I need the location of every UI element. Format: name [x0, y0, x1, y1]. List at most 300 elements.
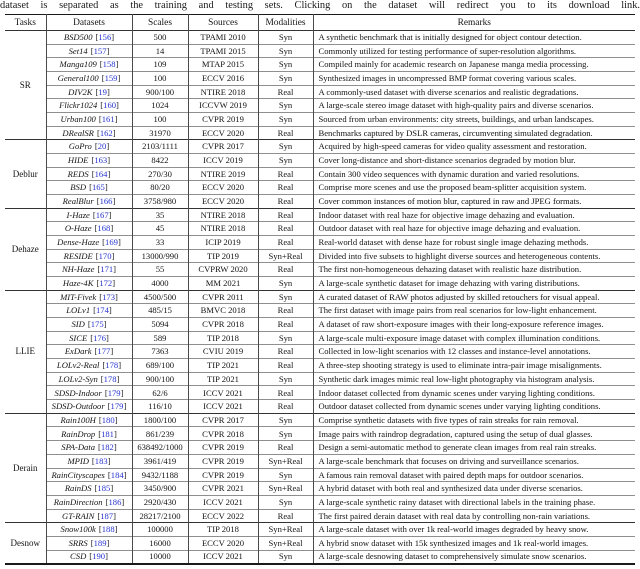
scales-cell: 1800/100 — [132, 413, 188, 427]
dataset-cell — [46, 140, 132, 154]
modality-cell: Real — [258, 208, 313, 222]
scales-cell: 8422 — [132, 154, 188, 168]
scales-cell: 2103/1111 — [132, 140, 188, 154]
citation-link[interactable]: [ 163 ] — [91, 155, 110, 165]
remark-cell: Indoor dataset with real haze for objective image dehazing and evaluation. — [313, 208, 635, 222]
table-row — [5, 304, 635, 318]
modality-cell: Syn+Real — [258, 482, 313, 496]
source-cell: CVPRW 2020 — [188, 263, 258, 277]
dataset-link[interactable]: SID — [71, 319, 85, 330]
dataset-cell — [46, 304, 132, 318]
column-header-sources: Sources — [188, 15, 258, 31]
table-row — [5, 318, 635, 332]
source-cell: ICCV 2021 — [188, 386, 258, 400]
remark-cell: Contain 300 video sequences with dynamic duration and varied resolutions. — [313, 167, 635, 181]
dataset-link[interactable]: LOLv1 — [66, 305, 91, 316]
remark-cell: Acquired by high-speed cameras for video quality assessment and restoration. — [313, 140, 635, 154]
dataset-cell — [46, 331, 132, 345]
task-group-label: Dehaze — [5, 208, 46, 290]
table-row — [5, 99, 635, 113]
task-group-label: Derain — [5, 413, 46, 522]
modality-cell: Syn — [258, 372, 313, 386]
scales-cell: 16000 — [132, 536, 188, 550]
source-cell: NTIRE 2018 — [188, 222, 258, 236]
remark-cell: Image pairs with raindrop degradation, captured using the setup of dual glasses. — [313, 427, 635, 441]
scales-cell: 4000 — [132, 277, 188, 291]
dataset-cell — [46, 345, 132, 359]
dataset-link[interactable]: SRRS — [68, 537, 88, 548]
citation-link[interactable]: [ 179 ] — [108, 401, 127, 411]
dataset-cell — [46, 509, 132, 523]
task-group-label: SR — [5, 31, 46, 140]
source-cell: CVPR 2019 — [188, 113, 258, 127]
source-cell: TIP 2019 — [188, 249, 258, 263]
table-row — [5, 140, 635, 154]
remark-cell: A synthetic benchmark that is initially designed for object contour detection. — [313, 31, 635, 45]
citation-link[interactable]: [ 19 ] — [96, 87, 110, 97]
source-cell: TPAMI 2010 — [188, 31, 258, 45]
dataset-link[interactable]: O-Haze — [64, 223, 92, 234]
citation-link[interactable]: [ 186 ] — [106, 497, 125, 507]
modality-cell: Syn — [258, 58, 313, 72]
dataset-cell — [46, 154, 132, 168]
modality-cell: Syn+Real — [258, 454, 313, 468]
source-cell: TIP 2018 — [188, 523, 258, 537]
dataset-link[interactable]: RainDS — [64, 483, 92, 494]
table-row — [5, 249, 635, 263]
table-row — [5, 454, 635, 468]
modality-cell: Syn+Real — [258, 536, 313, 550]
citation-link[interactable]: [ 170 ] — [96, 251, 115, 261]
dataset-cell — [46, 277, 132, 291]
source-cell: NTIRE 2018 — [188, 208, 258, 222]
scales-cell: 4500/500 — [132, 290, 188, 304]
column-header-datasets: Datasets — [46, 15, 132, 31]
source-cell: TIP 2018 — [188, 331, 258, 345]
citation-link[interactable]: [ 169 ] — [102, 237, 121, 247]
citation-link[interactable]: [ 162 ] — [97, 128, 116, 138]
citation-link[interactable]: [ 183 ] — [92, 456, 111, 466]
remark-cell: Real-world dataset with dense haze for robust single image dehazing methods. — [313, 236, 635, 250]
dataset-link[interactable]: NH-Haze — [61, 264, 95, 275]
scales-cell: 100 — [132, 72, 188, 86]
modality-cell: Syn — [258, 468, 313, 482]
table-row — [5, 509, 635, 523]
scales-cell: 62/6 — [132, 386, 188, 400]
citation-link[interactable]: [ 173 ] — [99, 292, 118, 302]
citation-link[interactable]: [ 178 ] — [101, 374, 120, 384]
dataset-link[interactable]: Snow100k — [60, 524, 96, 535]
scales-cell: 270/30 — [132, 167, 188, 181]
dataset-link[interactable]: GoPro — [68, 141, 92, 152]
modality-cell: Syn — [258, 72, 313, 86]
dataset-link[interactable]: GT-RAIN — [62, 510, 95, 521]
remark-cell: A three-step shooting strategy is used to eliminate intra-pair image misalignments. — [313, 359, 635, 373]
scales-cell: 100000 — [132, 523, 188, 537]
scales-cell: 7363 — [132, 345, 188, 359]
source-cell: CVPR 2017 — [188, 413, 258, 427]
remark-cell: A large-scale synthetic rainy dataset with directional labels in the training phase. — [313, 495, 635, 509]
modality-cell: Real — [258, 400, 313, 414]
modality-cell: Real — [258, 126, 313, 140]
modality-cell: Real — [258, 318, 313, 332]
table-row — [5, 386, 635, 400]
citation-link[interactable]: [ 171 ] — [97, 264, 116, 274]
source-cell: ICCV 2021 — [188, 495, 258, 509]
source-cell: ICCV 2019 — [188, 154, 258, 168]
table-caption-text: dataset is separated as the training and testing sets. Clicking on the dataset will redirect you to its download link. — [0, 0, 640, 11]
scales-cell: 9432/1188 — [132, 468, 188, 482]
dataset-link[interactable]: BSD — [70, 182, 87, 193]
remark-cell: Cover long-distance and short-distance scenarios degraded by motion blur. — [313, 154, 635, 168]
table-row — [5, 495, 635, 509]
citation-link[interactable]: [ 165 ] — [89, 182, 108, 192]
table-body — [5, 31, 635, 565]
remark-cell: Design a semi-automatic method to generate clean images from real rain streaks. — [313, 441, 635, 455]
citation-link[interactable]: [ 175 ] — [88, 319, 107, 329]
dataset-cell — [46, 536, 132, 550]
source-cell: TIP 2021 — [188, 359, 258, 373]
dataset-link[interactable]: SDSD-Outdoor — [51, 401, 105, 412]
remark-cell: A curated dataset of RAW photos adjusted by skilled retouchers for visual appeal. — [313, 290, 635, 304]
scales-cell: 2920/430 — [132, 495, 188, 509]
remark-cell: Commonly utilized for testing performance of super-resolution algorithms. — [313, 44, 635, 58]
source-cell: CVPR 2019 — [188, 468, 258, 482]
table-row — [5, 154, 635, 168]
remark-cell: Divided into five subsets to highlight diverse sources and heterogeneous contents. — [313, 249, 635, 263]
dataset-link[interactable]: SICE — [69, 332, 88, 343]
citation-link[interactable]: [ 178 ] — [102, 360, 121, 370]
dataset-cell — [46, 468, 132, 482]
remark-cell: Synthesized images in uncompressed BMP format covering various scales. — [313, 72, 635, 86]
dataset-link[interactable]: ExDark — [64, 346, 92, 357]
citation-link[interactable]: [ 185 ] — [95, 483, 114, 493]
source-cell: CVPR 2011 — [188, 290, 258, 304]
dataset-link[interactable]: LOLv2-Real — [56, 360, 100, 371]
table-row — [5, 413, 635, 427]
modality-cell: Syn — [258, 413, 313, 427]
remark-cell: A hybrid snow dataset with 15k synthesized images and 1k real-world images. — [313, 536, 635, 550]
scales-cell: 13000/990 — [132, 249, 188, 263]
table-row — [5, 263, 635, 277]
scales-cell: 500 — [132, 31, 188, 45]
remark-cell: A commonly-used dataset with diverse scenarios and realistic degradations. — [313, 85, 635, 99]
citation-link[interactable]: [ 181 ] — [98, 429, 117, 439]
dataset-cell — [46, 113, 132, 127]
task-group-label: LLIE — [5, 290, 46, 413]
remark-cell: Benchmarks captured by DSLR cameras, circumventing simulated degradation. — [313, 126, 635, 140]
scales-cell: 55 — [132, 263, 188, 277]
source-cell: ECCV 2020 — [188, 195, 258, 209]
modality-cell: Syn — [258, 495, 313, 509]
source-cell: ECCV 2016 — [188, 72, 258, 86]
modality-cell: Syn — [258, 427, 313, 441]
remark-cell: A large-scale multi-exposure image dataset with complex illumination conditions. — [313, 331, 635, 345]
datasets-table — [5, 14, 635, 565]
citation-link[interactable]: [ 164 ] — [92, 169, 111, 179]
remark-cell: Indoor dataset collected from dynamic scenes under varying lighting conditions. — [313, 386, 635, 400]
citation-link[interactable]: [ 157 ] — [91, 46, 110, 56]
source-cell: ECCV 2020 — [188, 126, 258, 140]
remark-cell: Sourced from urban environments: city streets, buildings, and urban landscapes. — [313, 113, 635, 127]
citation-link[interactable]: [ 161 ] — [99, 114, 118, 124]
dataset-link[interactable]: RESIDE — [63, 250, 93, 261]
table-row — [5, 58, 635, 72]
scales-cell: 14 — [132, 44, 188, 58]
dataset-link[interactable]: General100 — [57, 73, 99, 84]
source-cell: CVPR 2019 — [188, 454, 258, 468]
modality-cell: Syn — [258, 113, 313, 127]
scales-cell: 45 — [132, 222, 188, 236]
dataset-cell — [46, 550, 132, 564]
dataset-cell — [46, 454, 132, 468]
dataset-link[interactable]: MIT-Fivek — [60, 291, 97, 302]
citation-link[interactable]: [ 182 ] — [98, 442, 117, 452]
citation-link[interactable]: [ 174 ] — [93, 305, 112, 315]
dataset-cell — [46, 523, 132, 537]
dataset-link[interactable]: RealBlur — [62, 196, 94, 207]
dataset-link[interactable]: Rain100H — [60, 414, 96, 425]
modality-cell: Real — [258, 386, 313, 400]
column-header-remarks: Remarks — [313, 15, 635, 31]
dataset-link[interactable]: BSD500 — [63, 32, 93, 43]
modality-cell: Syn — [258, 290, 313, 304]
source-cell: CVPR 2017 — [188, 140, 258, 154]
modality-cell: Syn+Real — [258, 249, 313, 263]
source-cell: ICIP 2019 — [188, 236, 258, 250]
modality-cell: Syn — [258, 277, 313, 291]
dataset-cell — [46, 427, 132, 441]
scales-cell: 3450/900 — [132, 482, 188, 496]
modality-cell: Syn — [258, 31, 313, 45]
scales-cell: 10000 — [132, 550, 188, 564]
modality-cell: Real — [258, 345, 313, 359]
table-row — [5, 195, 635, 209]
source-cell: NTIRE 2018 — [188, 85, 258, 99]
dataset-link[interactable]: RainDirection — [53, 496, 103, 507]
scales-cell: 100 — [132, 113, 188, 127]
modality-cell: Real — [258, 181, 313, 195]
citation-link[interactable]: [ 177 ] — [95, 346, 114, 356]
citation-link[interactable]: [ 187 ] — [97, 511, 116, 521]
column-header-modalities: Modalities — [258, 15, 313, 31]
table-row — [5, 331, 635, 345]
dataset-cell — [46, 413, 132, 427]
modality-cell: Real — [258, 509, 313, 523]
dataset-link[interactable]: DIV2K — [68, 86, 93, 97]
citation-link[interactable]: [ 160 ] — [100, 100, 119, 110]
dataset-cell — [46, 400, 132, 414]
table-row — [5, 441, 635, 455]
dataset-link[interactable]: Urban100 — [60, 114, 96, 125]
dataset-link[interactable]: Manga109 — [59, 59, 97, 70]
table-row — [5, 372, 635, 386]
dataset-cell — [46, 181, 132, 195]
modality-cell: Syn — [258, 44, 313, 58]
dataset-link[interactable]: Haze-4K — [62, 278, 94, 289]
remark-cell: Synthetic dark images mimic real low-light photography via histogram analysis. — [313, 372, 635, 386]
dataset-cell — [46, 386, 132, 400]
dataset-cell — [46, 31, 132, 45]
source-cell: CVPR 2018 — [188, 318, 258, 332]
table-row — [5, 482, 635, 496]
dataset-link[interactable]: I-Haze — [66, 209, 90, 220]
table-row — [5, 44, 635, 58]
modality-cell: Real — [258, 222, 313, 236]
source-cell: ICCVW 2019 — [188, 99, 258, 113]
dataset-cell — [46, 72, 132, 86]
citation-link[interactable]: [ 189 ] — [91, 538, 110, 548]
scales-cell: 689/100 — [132, 359, 188, 373]
source-cell: CVIU 2019 — [188, 345, 258, 359]
citation-link[interactable]: [ 156 ] — [96, 32, 115, 42]
remark-cell: A large-scale synthetic dataset for image dehazing with varing distributions. — [313, 277, 635, 291]
citation-link[interactable]: [ 172 ] — [96, 278, 115, 288]
source-cell: TPAMI 2015 — [188, 44, 258, 58]
dataset-cell — [46, 195, 132, 209]
task-group-label: Desnow — [5, 523, 46, 564]
remark-cell: A hybrid dataset with both real and synthesized data under diverse scenarios. — [313, 482, 635, 496]
dataset-link[interactable]: Set14 — [68, 45, 88, 56]
dataset-link[interactable]: LOLv2-Syn — [58, 373, 98, 384]
table-header — [5, 15, 635, 31]
scales-cell: 35 — [132, 208, 188, 222]
table-row — [5, 167, 635, 181]
remark-cell: Compiled mainly for academic research on Japanese manga media processing. — [313, 58, 635, 72]
citation-link[interactable]: [ 190 ] — [89, 551, 108, 561]
remark-cell: Collected in low-light scenarios with 12 classes and instance-level annotations. — [313, 345, 635, 359]
scales-cell: 5094 — [132, 318, 188, 332]
table-row — [5, 359, 635, 373]
citation-link[interactable]: [ 166 ] — [97, 196, 116, 206]
source-cell: ECCV 2022 — [188, 509, 258, 523]
scales-cell: 485/15 — [132, 304, 188, 318]
table-row — [5, 277, 635, 291]
dataset-link[interactable]: RainCityscapes — [51, 469, 105, 480]
header-row — [5, 15, 635, 31]
dataset-link[interactable]: Flickr1024 — [59, 100, 98, 111]
scales-cell: 31970 — [132, 126, 188, 140]
dataset-link[interactable]: REDS — [67, 168, 89, 179]
source-cell: ICCV 2021 — [188, 400, 258, 414]
scales-cell: 900/100 — [132, 85, 188, 99]
citation-link[interactable]: [ 176 ] — [90, 333, 109, 343]
dataset-link[interactable]: CSD — [70, 551, 87, 562]
scales-cell: 900/100 — [132, 372, 188, 386]
modality-cell: Real — [258, 304, 313, 318]
source-cell: BMVC 2018 — [188, 304, 258, 318]
scales-cell: 638492/1000 — [132, 441, 188, 455]
modality-cell: Syn+Real — [258, 523, 313, 537]
remark-cell: Outdoor dataset with real haze for objective image dehazing and evaluation. — [313, 222, 635, 236]
table-row — [5, 113, 635, 127]
table-row — [5, 236, 635, 250]
scales-cell: 28217/2100 — [132, 509, 188, 523]
dataset-link[interactable]: HIDE — [67, 155, 89, 166]
scales-cell: 80/20 — [132, 181, 188, 195]
table-row — [5, 290, 635, 304]
modality-cell: Real — [258, 441, 313, 455]
dataset-cell — [46, 236, 132, 250]
scales-cell: 3758/980 — [132, 195, 188, 209]
dataset-cell — [46, 99, 132, 113]
table-row — [5, 523, 635, 537]
dataset-link[interactable]: Dense-Haze — [57, 237, 100, 248]
citation-link[interactable]: [ 167 ] — [93, 210, 112, 220]
remark-cell: A large-scale benchmark that focuses on driving and surveillance scenarios. — [313, 454, 635, 468]
source-cell: CVPR 2018 — [188, 427, 258, 441]
dataset-cell — [46, 44, 132, 58]
scales-cell: 109 — [132, 58, 188, 72]
remark-cell: A dataset of raw short-exposure images with their long-exposure reference images. — [313, 318, 635, 332]
citation-link[interactable]: [ 158 ] — [100, 59, 119, 69]
table-row — [5, 536, 635, 550]
source-cell: NTIRE 2019 — [188, 167, 258, 181]
modality-cell: Real — [258, 85, 313, 99]
dataset-cell — [46, 290, 132, 304]
citation-link[interactable]: [ 20 ] — [95, 141, 109, 151]
dataset-cell — [46, 495, 132, 509]
dataset-link[interactable]: RainDrop — [61, 428, 96, 439]
table-row — [5, 126, 635, 140]
modality-cell: Real — [258, 195, 313, 209]
dataset-cell — [46, 263, 132, 277]
scales-cell: 589 — [132, 331, 188, 345]
dataset-link[interactable]: MPID — [67, 455, 89, 466]
dataset-cell — [46, 359, 132, 373]
citation-link[interactable]: [ 188 ] — [99, 524, 118, 534]
remark-cell: A large-scale stereo image dataset with high-quality pairs and diverse scenarios. — [313, 99, 635, 113]
scales-cell: 3961/419 — [132, 454, 188, 468]
citation-link[interactable]: [ 179 ] — [105, 388, 124, 398]
citation-link[interactable]: [ 184 ] — [108, 470, 127, 480]
modality-cell: Syn — [258, 331, 313, 345]
remark-cell: Outdoor dataset collected from dynamic scenes under varying lighting conditions. — [313, 400, 635, 414]
source-cell: CVPR 2019 — [188, 441, 258, 455]
dataset-cell — [46, 208, 132, 222]
scales-cell: 861/239 — [132, 427, 188, 441]
source-cell: MTAP 2015 — [188, 58, 258, 72]
column-header-scales: Scales — [132, 15, 188, 31]
dataset-link[interactable]: DRealSR — [62, 127, 94, 138]
citation-link[interactable]: [ 168 ] — [95, 223, 114, 233]
table-row — [5, 468, 635, 482]
dataset-link[interactable]: SDSD-Indoor — [54, 387, 102, 398]
citation-link[interactable]: [ 159 ] — [102, 73, 121, 83]
modality-cell: Syn — [258, 550, 313, 564]
remark-cell: A large-scale dataset with over 1k real-world images degraded by heavy snow. — [313, 523, 635, 537]
table-row — [5, 72, 635, 86]
source-cell: TIP 2021 — [188, 372, 258, 386]
remark-cell: Comprise synthetic datasets with five types of rain streaks for rain removal. — [313, 413, 635, 427]
dataset-cell — [46, 126, 132, 140]
modality-cell: Syn — [258, 99, 313, 113]
source-cell: MM 2021 — [188, 277, 258, 291]
remark-cell: Cover common instances of motion blur, captured in raw and JPEG formats. — [313, 195, 635, 209]
scales-cell: 1024 — [132, 99, 188, 113]
dataset-link[interactable]: SPA-Data — [61, 442, 96, 453]
scales-cell: 33 — [132, 236, 188, 250]
table-row — [5, 222, 635, 236]
modality-cell: Real — [258, 359, 313, 373]
dataset-cell — [46, 222, 132, 236]
table-row — [5, 181, 635, 195]
dataset-cell — [46, 249, 132, 263]
citation-link[interactable]: [ 180 ] — [99, 415, 118, 425]
modality-cell: Real — [258, 263, 313, 277]
dataset-cell — [46, 167, 132, 181]
table-row — [5, 427, 635, 441]
